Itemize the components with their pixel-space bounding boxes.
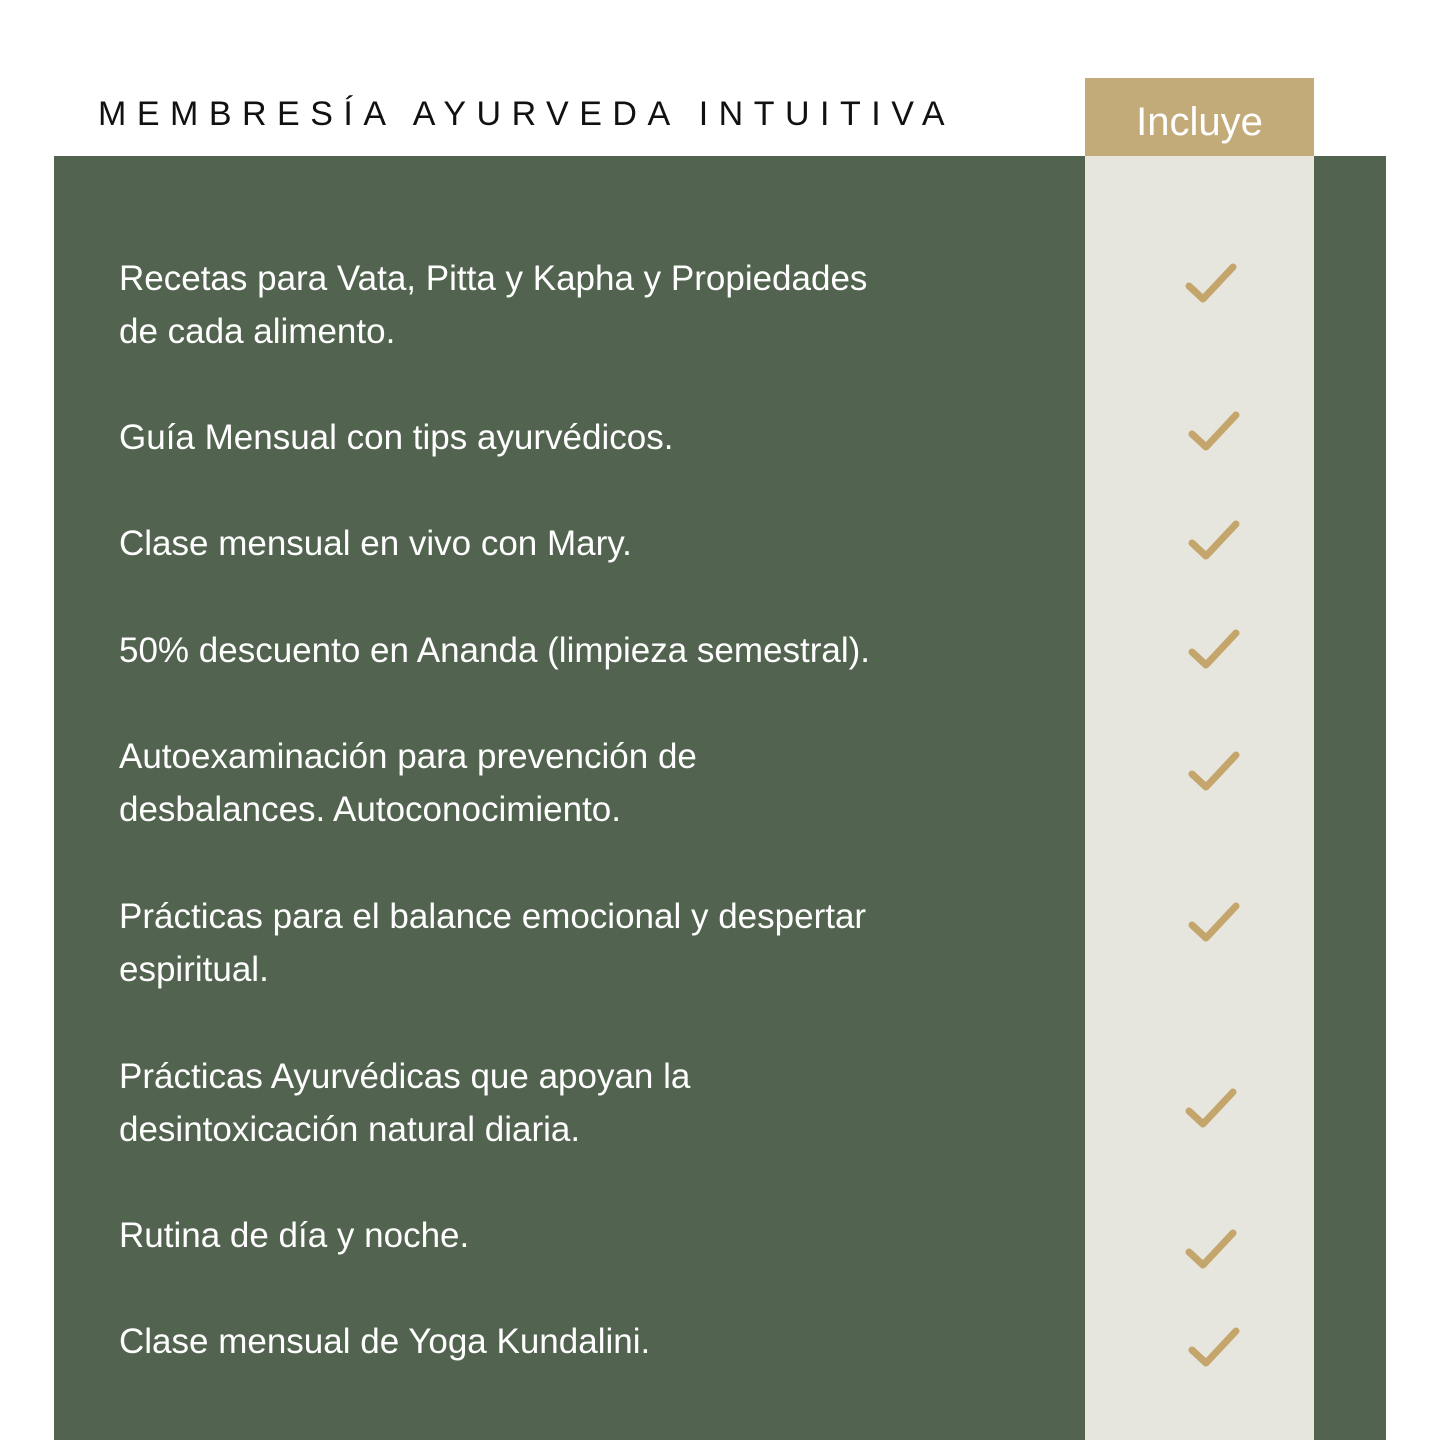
include-column-header [1085,78,1314,156]
checkmark-icon [1188,410,1240,452]
checkmark-icon [1185,1087,1237,1129]
feature-item-recipes: Recetas para Vata, Pitta y Kapha y Propiedades de cada alimento. [119,259,868,351]
checkmark-icon [1188,1326,1240,1368]
checkmark-icon [1185,262,1237,304]
feature-item-monthly-guide: Guía Mensual con tips ayurvédicos. [119,418,674,457]
include-header-label: Incluye [1136,100,1263,144]
feature-item-live-class: Clase mensual en vivo con Mary. [119,524,632,563]
feature-item-kundalini-class: Clase mensual de Yoga Kundalini. [119,1322,651,1361]
feature-item-ananda-discount: 50% descuento en Ananda (limpieza semestral). [119,631,870,670]
page-title: MEMBRESÍA AYURVEDA INTUITIVA [98,95,956,133]
feature-item-emotional-practices: Prácticas para el balance emocional y despertar espiritual. [119,897,867,989]
checkmark-icon [1188,750,1240,792]
checkmark-icon [1188,901,1240,943]
checkmark-icon [1188,628,1240,670]
feature-item-self-exam: Autoexaminación para prevención de desbalances. Autoconocimiento. [119,737,697,829]
checkmark-icon [1188,519,1240,561]
feature-item-detox-practices: Prácticas Ayurvédicas que apoyan la desintoxicación natural diaria. [119,1057,691,1149]
checkmark-icon [1185,1228,1237,1270]
feature-item-daily-routine: Rutina de día y noche. [119,1216,470,1255]
